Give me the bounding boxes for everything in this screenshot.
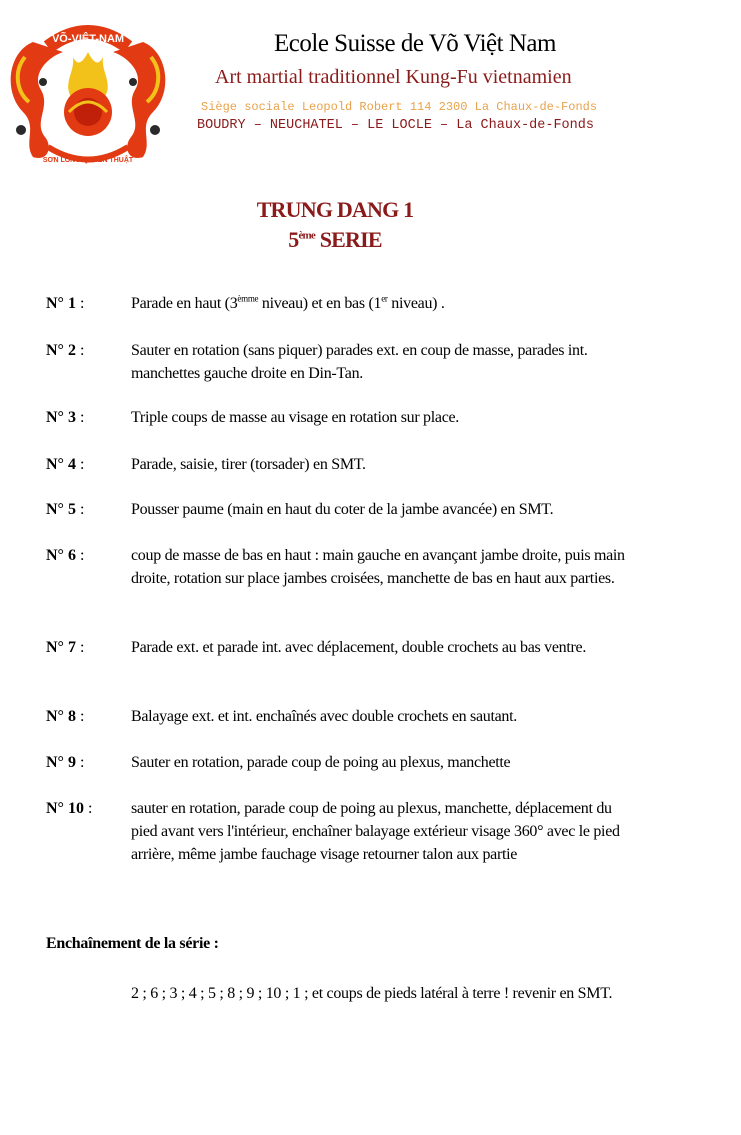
- item-label: N° 5: [46, 501, 76, 518]
- item-number: N° 10 :: [46, 800, 93, 817]
- item-text-part: niveau) .: [387, 295, 445, 312]
- item-number: N° 8 :: [46, 708, 85, 725]
- school-name: Ecole Suisse de Võ Việt Nam: [274, 30, 556, 57]
- item-number: N° 6 :: [46, 547, 85, 564]
- item-label: N° 6: [46, 547, 76, 564]
- item-superscript: er: [381, 293, 388, 304]
- item-text: Balayage ext. et int. enchaînés avec double crochets en sautant.: [131, 708, 517, 725]
- item-text: Triple coups de masse au visage en rotation sur place.: [131, 409, 460, 426]
- item-text: Pousser paume (main en haut du coter de la jambe avancée) en SMT.: [131, 501, 554, 518]
- logo-bottom-text: SƠN LONG QUYỀN THUẬT: [42, 157, 134, 164]
- title-series-word: SERIE: [315, 227, 382, 252]
- item-text: Sauter en rotation, parade coup de poing au plexus, manchette: [131, 754, 511, 771]
- item-text-part: niveau) et en bas (1: [258, 295, 382, 312]
- title-series-suffix: ème: [298, 229, 315, 242]
- item-label: N° 8: [46, 708, 76, 725]
- logo-top-text: VÕ-VIỆT-NAM: [51, 33, 125, 45]
- item-text-part: Parade en haut (3: [131, 295, 238, 312]
- item-number: N° 4 :: [46, 456, 85, 473]
- item-text: [131, 292, 631, 315]
- enchainement-sequence: 2 ; 6 ; 3 ; 4 ; 5 ; 8 ; 9 ; 10 ; 1 ; et coups de pieds latéral à terre ! revenir en SMT.: [131, 985, 613, 1002]
- item-text: Sauter en rotation (sans piquer) parades ext. en coup de masse, parades int. manchettes gauche droite en Din-Tan.: [131, 342, 588, 382]
- item-number: N° 1 :: [46, 295, 85, 312]
- item-label: N° 10: [46, 800, 84, 817]
- school-logo: [3, 12, 173, 170]
- item-label: N° 2: [46, 342, 76, 359]
- item-text: Parade ext. et parade int. avec déplacement, double crochets au bas ventre.: [131, 639, 587, 656]
- item-label: N° 4: [46, 456, 76, 473]
- item-superscript: èmme: [237, 293, 259, 304]
- page-title: [200, 195, 470, 255]
- item-number: N° 9 :: [46, 754, 85, 771]
- cities: BOUDRY – NEUCHATEL – LE LOCLE – La Chaux-de-Fonds: [197, 118, 594, 133]
- item-text: sauter en rotation, parade coup de poing au plexus, manchette, déplacement du pied avant vers l'intérieur, enchaîner balayage extérieur visage 360° avec le pied arrière, même jambe fauchage visage retourner talon aux partie: [131, 800, 620, 863]
- item-label: N° 1: [46, 295, 76, 312]
- enchainement-heading: Enchaînement de la série :: [46, 935, 219, 952]
- item-number: N° 7 :: [46, 639, 85, 656]
- item-text: Parade, saisie, tirer (torsader) en SMT.: [131, 456, 366, 473]
- title-line-2: [200, 225, 470, 255]
- item-number: N° 5 :: [46, 501, 85, 518]
- item-number: N° 2 :: [46, 342, 85, 359]
- subtitle: Art martial traditionnel Kung-Fu vietnamien: [215, 66, 572, 88]
- item-label: N° 9: [46, 754, 76, 771]
- item-number: N° 3 :: [46, 409, 85, 426]
- address: Siège sociale Leopold Robert 114 2300 La Chaux-de-Fonds: [201, 100, 598, 114]
- title-series-number: 5: [288, 227, 299, 252]
- item-label: N° 7: [46, 639, 76, 656]
- dragon-emblem-icon: [3, 12, 173, 170]
- item-text: coup de masse de bas en haut : main gauche en avançant jambe droite, puis main droite, rotation sur place jambes croisées, manchette de bas en haut aux parties.: [131, 547, 625, 587]
- title-line-1: TRUNG DANG 1: [256, 197, 414, 222]
- item-label: N° 3: [46, 409, 76, 426]
